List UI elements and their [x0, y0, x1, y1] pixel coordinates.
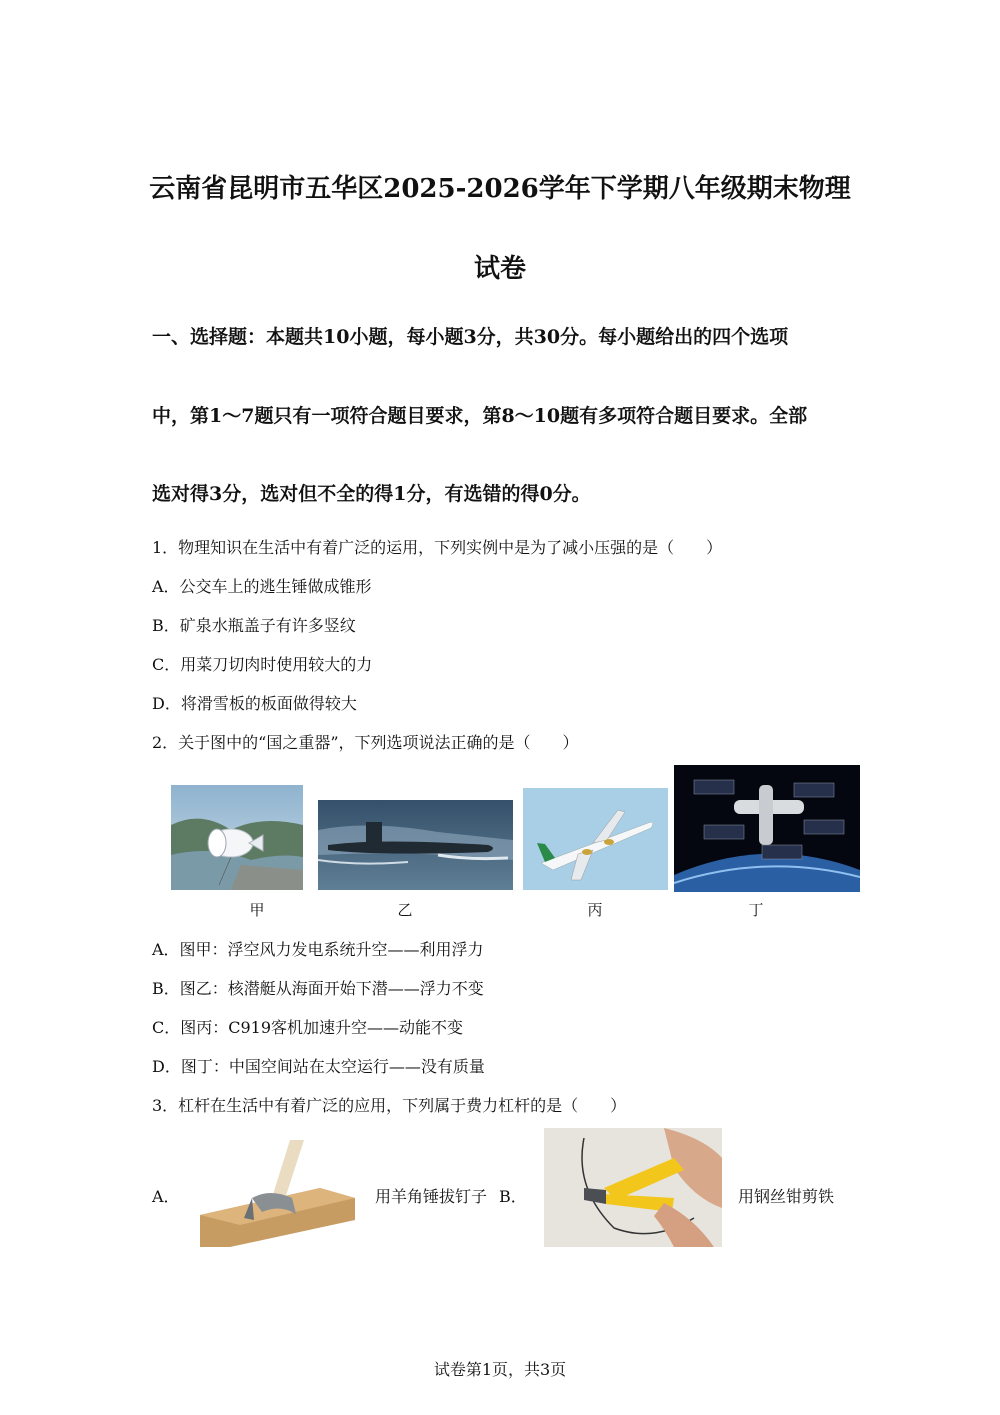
question-3-option-b-text: 用钢丝钳剪铁	[738, 1187, 835, 1206]
floating-wind-turbine-image	[171, 785, 303, 890]
question-2-option-d: D．图丁：中国空间站在太空运行——没有质量	[152, 1057, 485, 1076]
section-heading-line1: 一、选择题：本题共10小题，每小题3分，共30分。每小题给出的四个选项	[152, 326, 789, 348]
figure-caption-bing: 丙	[587, 901, 603, 919]
question-3-stem: 3．杠杆在生活中有着广泛的应用，下列属于费力杠杆的是（ ）	[152, 1096, 627, 1115]
question-2-option-c: C．图丙：C919客机加速升空——动能不变	[152, 1018, 464, 1037]
question-3-option-b-label: B．	[499, 1187, 527, 1206]
c919-airliner-image	[523, 788, 668, 890]
question-1-option-c: C．用菜刀切肉时使用较大的力	[152, 655, 373, 674]
exam-title-continued: 试卷	[473, 254, 526, 284]
question-2-stem: 2．关于图中的“国之重器”，下列选项说法正确的是（ ）	[152, 733, 579, 752]
submarine-image	[318, 800, 513, 890]
question-2-option-a: A．图甲：浮空风力发电系统升空——利用浮力	[152, 940, 484, 959]
figure-caption-ding: 丁	[748, 901, 764, 919]
figure-caption-jia: 甲	[249, 901, 265, 919]
question-2-option-b: B．图乙：核潜艇从海面开始下潜——浮力不变	[152, 979, 484, 998]
exam-title: 云南省昆明市五华区2025-2026学年下学期八年级期末物理	[149, 174, 851, 204]
question-1-stem: 1．物理知识在生活中有着广泛的运用，下列实例中是为了减小压强的是（ ）	[152, 538, 723, 557]
wire-pliers-image	[544, 1128, 722, 1247]
claw-hammer-image	[200, 1140, 355, 1247]
question-3-option-a-label: A．	[152, 1187, 180, 1206]
question-1-option-d: D．将滑雪板的板面做得较大	[152, 694, 357, 713]
section-heading-line2: 中，第1～7题只有一项符合题目要求，第8～10题有多项符合题目要求。全部	[152, 405, 808, 427]
question-3-option-a-text: 用羊角锤拔钉子	[375, 1187, 488, 1206]
question-1-option-b: B．矿泉水瓶盖子有许多竖纹	[152, 616, 356, 635]
figure-caption-yi: 乙	[397, 901, 413, 919]
section-heading-line3: 选对得3分，选对但不全的得1分，有选错的得0分。	[152, 483, 591, 505]
space-station-image	[674, 765, 860, 892]
page-footer: 试卷第1页，共3页	[433, 1360, 567, 1379]
question-1-option-a: A．公交车上的逃生锤做成锥形	[152, 577, 372, 596]
